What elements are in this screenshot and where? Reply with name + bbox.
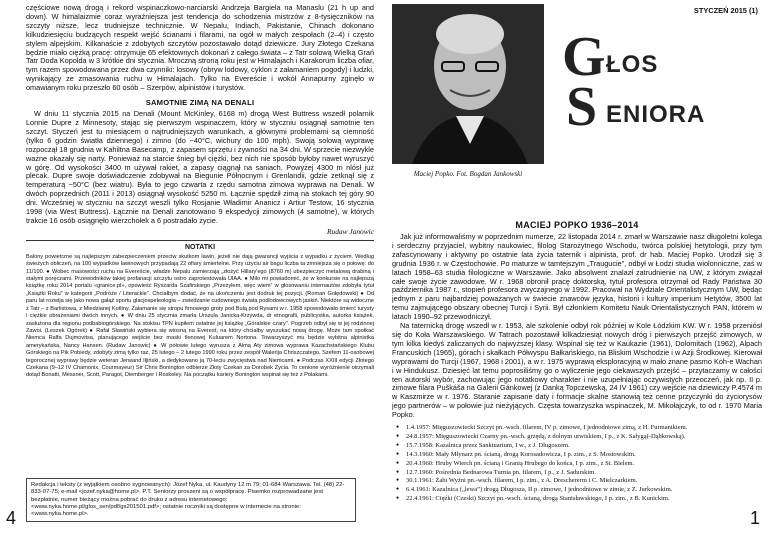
- divider: [26, 240, 374, 241]
- denali-paragraph: W dniu 11 stycznia 2015 na Denali (Mount McKinley, 6168 m) drogą West Buttress wszedł polarnik Lonnie Dupre z Minnesoty, stając się pierwszym wspinaczem, który w styczniu osiągnął samotnie ten szczyt. Styczeń jest tu miesiącem o najtrudniejszych warunkach, a głównymi problemami są ciemność (tylko 6 godzin światła dziennego) i zimno (do −40°C, wichury do 100 mph). Swoją solową wyprawę rozpoczął 18 grudnia w Kahiltna Basecamp, z zapasem sprzętu i żywności na 34 dni. W sprzecie niezwykle ważne okazały się narty. Ponieważ na starcie śnieg był ciężki, bez nich nie sposób byłoby nawet wyruszyć w górę. Od wysokości 3400 m używał rakiet, a zapasy ciągnął na saniach. Powyżej 4300 m nlósł już plecak. Dupre swoje doświadczenie zdobywał na Biegunie Północnym i Grenlandii, gdzie zetknął się z temperaturą −50°C (bez wiatru). Była to jego czwarta z rzędu samotna zimowa wyprawa na Denali. W dwóch poprzednich (2011 i 2013) osiągnął wysokość 5250 m. Łącznie spędził zimą na stokach tej góry 90 dni. Wcześniej w styczniu na szczyt weszli tylko Rosjanie Władimir Ananicz i Artiur Testow, 16 stycznia 1998 (via West Buttress). Łącznie na Denali zanotowano 9 ekspedycji zimowych (4 samotne), w których trakcie 16 osób osiągnęło wierzchołek a 6 postradało życie.: [26, 109, 374, 225]
- list-item: ● 20.4.1960: Hruby Wierch pn. ścianą i Granią Hrubego do końca, I p. zim., z St. Bielem.: [392, 460, 762, 469]
- climbs-list: [392, 424, 762, 504]
- article-body: [392, 233, 762, 504]
- notatki-paragraph: Balony powietrzne są najlepszym zabezpieczeniem przeciw skutkom lawin, jeżeli nie dają gwarancji wyjścia z wypadku z życiem. Według świeżych obliczeń, na 100 wypadków lawinowych przypadają 22 ofiary śmiertelne. Przy użyciu air bagu liczba ta zmniejsza się o połowę: do 11/100. ● Wobec masowości ruchu na Evereście, władze Nepalu zamierzają „złożyć Hillary'ego (8760 m) ubezpieczyć metalową drabiną i stałymi poręczami. Przewodników takiej profanacji szczytu ostro zaprotestowała UIAA. ● Milo mi powiadomić, że w konkursie na najlepszą książkę roku 2014 portalu «granice.pl», opowieść Ryszarda Szafirskiego „Przeżyłem, więc wiem” w głosowaniu internautów zdobyła tytuł „Książki Roku” w kategorii „Podróże / Literackie”. Chciałbym dodać, że na ukończeniu jest dodruk tej pozycji. (Roman Gołędowski) ● Od paru lat rozwija się jako nowa gałąź sportu glacjospeleologia – zwiedzanie cudownego świata podlodowcowych jaskiń. Niektóre są widoczne z Tatr – z Barlistowa, z Miedzianej Kotliny. Zalamanie się stropu firnowego groty pod Bulą pod Rysami w r. 1958 spowodowało śmierć turysty i ciężkie obrażeniami dwóch innych. ● W dniu 25 stycznia zmarła Urszula Janicka-Krzywda, dr etnografii, publicystka, autorka książek, zasłużona dla regionu podbabiogórskiego. Na stokisu TPN kupiłem ostatnie jej książkę „Góralskie czary”. Pogrzeb odbył się w jej rodzinnej Zawoi. (Leszek Ogórek) ● Rafał Sławiński wybiera się wiosną na Everest, na który chciałby wyszukać nową drogę. Może tam spotkać Niemca Ralfa Dujmovitsa, planującego wejście bez maski tlenowej Kuluarem Nortona. Towarzyszyć mu będzie wybitna alpinistka amerykańska, Nancy Hansen. (Rudaw Janowic) ● W połowie lutego wyrusza z Almą Aty zimowa wyprawa Kazachstańskiego Klubu Górskiego na Pik Pobiedy, zdobyty zimą tylko raz, 25 lutego – 2 lutego 1990 roku przez zespół Walerija Chriszczatego. Szefem 11-osobowej tegorocznej wyprawy będzie weteran Jerwand Iljiński, a dedykowano ją 70-leciu zwycięstwa nad Niemcami. ● Podczas XXIII edycji Złotego Czekana (9–12 IV Chamonix, Courmayeur) Sir Chris Bonington odbierze Złoty Czekan za Dorobek Życia. To cenione wyróżnienie otrzymali dotąd Bonatti, Messner, Scott, Paragot, Diemberger i Roskeley. Na początku kariery Bonington wspinał się też z Polakami.: [26, 253, 374, 379]
- intro-paragraph: częściowe nową drogą i rekord wspinaczkowo-narciarski Andrzeja Bargiela na Manaslu (21 h up and down). W himalaizmie coraz wyraźniejsza jest tendencja do schodzenia mistrzów z 8-tysięczników na szczyty niższe, lecz trudniejsze technicznie. W Nepalu, Indiach, Pakistanie, Chinach dokonano kilkudziesięciu budzących respekt wejść ścianami i filarami, na ogół w małych zespołach (2–4) i często stylem alpejskim. Kilkanaście z zdobytych szczytów pozostawało dotąd dziewicze. Jury Złotego Czekana będzie miało ciężką pracę: otrzymuje 65 efektownych dokonań z całego świata – z Tatr solową Wielką Grań Tatr Doda Kopolda w 3 krótkie dni stycznia. Mroczną stroną roku jest w Himalajach i Karakorum liczba ofiar, tym razem spowodowana przez dwa czynniki: losowy (obryw lodowy, cyklon z załamaniem pogody) i ludzki, wynikający ze zmasowania ruchu w Himalajach. Tylko na Evereście i wokół Annapurny zginęło w omawianym roku przeszło 60 osób – Szerpów, alpinistów i turystów.: [26, 4, 374, 93]
- masthead-logo: [562, 26, 752, 139]
- logo-letter-g: G: [562, 26, 606, 88]
- portrait-image: [392, 4, 544, 164]
- list-item: ● 24.8.1957: Mięguszowiecki Czarny pn.-wsch. grzędą, z dolnym urwiskiem, I p., z K. Sałygą(-Dąbkowską).: [392, 433, 762, 442]
- author-signature: Rudaw Janowic: [326, 226, 374, 236]
- page-number-left: 4: [6, 508, 17, 528]
- logo-eniora: ENIORA: [606, 101, 706, 128]
- section-title-denali: SAMOTNIE ZIMĄ NA DENALI: [145, 98, 255, 108]
- notatki-title: NOTATKI: [184, 243, 216, 251]
- list-item: ● 30.1.1961: Żabi Wyżni pn.-wsch. filarem, I p. zim., z A. Dreschererm i C. Mielczarkiem.: [392, 477, 762, 486]
- article-paragraph-2: Na taternicką drogę wszedł w r. 1953, ale szkolenie odbył rok później w Kole Łódzkim KW. W r. 1958 przeniósł się do Koła Warszawskiego. W Tatrach pozostawił kilkadziesiąt nowych dróg i pierwszych przejść zimowych, w tym kilka kiedyś zaliczanych do najwyższej klasy. Wspinał się też w Kaukazie (1961), Dolomitach (1962), Alpach Francuskich (1965), górach i skałkach Półwyspu Bałkańskiego, na Bliskim Wschodzie i w Azji Środkowej. Kierował wyprawami do Turcji (1967, 1968 i 2001), a w r. 1975 wyprawą eksploracyjną w mało znane pasmo Koh-e Wachan i w Hindukusz. Dziesięć lat temu poprosiliśmy go o wyliczenie jego ciekawszych przejść – przytaczamy w całości ten autorski wybór, zachowując jego notatkowy charakter i nie uzupełniając oczywistych przeoczeń, jak np. II p. zimowe filara Puškáša na Galerii Gánkowej (z Danką Topczewską, 24 IV 1961) czy wejście na dziewiczy P.4574 m w Kaszmirze w r. 1976. Staranie zapisane daty i formacje skalne stanowią też cenne przyczynki do życiorysów jego partnerów – w połowie już nieżyjących. Częsta towarzyszka wspinaczek, M. Mikołajczyk, to od r. 1970 Maria Popko.: [392, 321, 762, 420]
- right-column: [392, 4, 762, 539]
- list-item: ● 12.7.1960: Pośrednia Bednarowa Turnia pn. filarem, I p., z J. Sadurskim.: [392, 469, 762, 478]
- logo-los: ŁOS: [606, 51, 659, 78]
- portrait-photo: [392, 4, 544, 164]
- photo-caption: Maciej Popko. Fot. Bogdan Jankowski: [413, 170, 523, 178]
- page-number-right: 1: [750, 508, 761, 528]
- list-item: ● 22.4.1961: Cięźki (Czeski) Szczyt pn.-wsch. ścianą, drogą Stanisławskiego, I p. zim., z B. Kunickim.: [392, 495, 762, 504]
- list-item: ● 15.7.1958: Kazalnica przez Sanktuarium, I w., z J. Dlugoszem.: [392, 442, 762, 451]
- list-item: ● 1.4.1957: Mięguszowiecki Szczyt pn.-wsch. filarem, IV p. zimowe, I jednodniowe zimą, z H. Furmanikiem.: [392, 424, 762, 433]
- list-item: ● 14.3.1960: Mały Młynarz pn. ścianą, drogą Korosadowicza, I p. zim., z S. Mostowskim.: [392, 451, 762, 460]
- editorial-text: Redakcja i teksty (z wyjątkiem osobno sygnowanych): Józef Nyka, ul. Kaudyny 12 m 79; 01-684 Warszawa. Tel. (48) 22-833-07-75; e-mail <jozef.nyka@home.pl>. P.T. Seniorzy proszeni są o współpracę. Pisemko rozprowadzane jest bezpłatnie, numer bieżący można pobrać do druku z adresu internetowego: <www.nyka.home.pl/glos_sen/pdf/gs201501.pdf>; ostatnie roczniki są dostępne w internecie na stronie: <www.nyka.home.pl>.: [31, 482, 345, 518]
- list-item: ● 6.4.1961: Kazalnica („lewa”) drogą Długosza, II p. zimowe, I jednodniowe w zimie, z Z. Jurkowskim.: [392, 486, 762, 495]
- editorial-box: [26, 478, 356, 522]
- left-column: [26, 4, 374, 539]
- article-title: MACIEJ POPKO 1936–2014: [515, 220, 639, 230]
- issue-date: STYCZEŃ 2015 (1): [693, 6, 758, 15]
- logo-letter-s: S: [566, 76, 598, 138]
- article-paragraph-1: Jak już informowaliśmy w poprzednim numerze, 22 listopada 2014 r. zmarł w Warszawie nasz długoletni kolega i serdeczny przyjaciel, wybitny naukowiec, filolog Starożytnego Wschodu, twórca polskiej hetytologii, przy tym zafascynowany i aktywny po ostatnie lata życia taternik i alpinista, prof. dr hab. Maciej Popko. Urodził się 3 grudnia 1936 r. w Częstochowie. Po maturze w tamtejszym „Traugucie”, odbył w Łodzi studia wiolonniczne, zaś w latach 1958–63 studia filologiczne w Warszawie. Jako absolwent znalazł zatrudnienie na UW, z którym związał całe swoje życie zawodowe. W r. 1968 obronił pracę doktorską, tytuł profesora otrzymał od Rady Państwa 30 października 1987 r., stopień profesora zwyczajnego w 1992. Pracował na Wydziale Orientalistycznym UW, będąc jednym z paru najbardziej poważanych w świecie znawców języka, historii i kultury imperium Hetytów, 3500 lat temu zajmującego obszary obecnej Turcji i Syrii. Był członkiem Komitetu Nauk Orientalistycznych PAN, którem w latach 1990–92 przewodniczył.: [392, 232, 762, 322]
